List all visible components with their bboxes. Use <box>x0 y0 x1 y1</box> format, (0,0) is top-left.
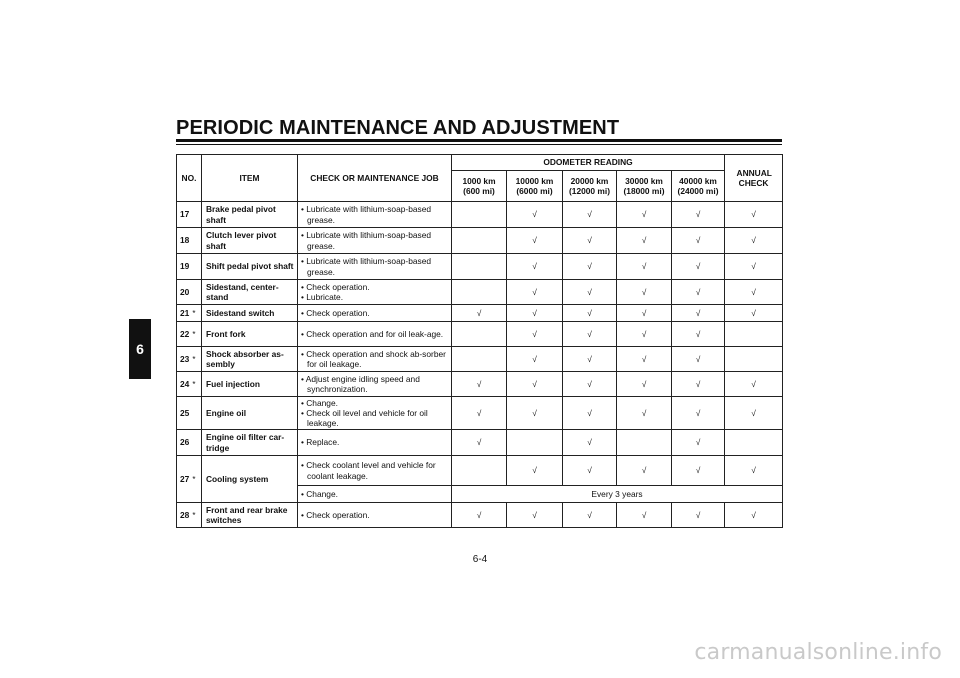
empty-cell <box>452 228 507 254</box>
check-mark: √ <box>452 430 507 456</box>
check-mark: √ <box>507 503 563 528</box>
empty-cell <box>452 322 507 347</box>
check-mark: √ <box>507 202 563 228</box>
interval-note: Every 3 years <box>452 486 783 503</box>
row-number: 23 * <box>177 347 202 372</box>
item-name: Sidestand, center-stand <box>202 280 298 305</box>
check-mark: √ <box>617 456 672 486</box>
check-mark: √ <box>725 305 783 322</box>
check-mark: √ <box>507 397 563 430</box>
maintenance-job: • Adjust engine idling speed and synchronization. <box>298 372 452 397</box>
empty-cell <box>452 280 507 305</box>
header-odometer: ODOMETER READING <box>452 155 725 171</box>
item-name: Engine oil filter car-tridge <box>202 430 298 456</box>
check-mark: √ <box>563 347 617 372</box>
empty-cell <box>507 430 563 456</box>
check-mark: √ <box>672 347 725 372</box>
check-mark: √ <box>672 397 725 430</box>
item-name: Cooling system <box>202 456 298 503</box>
check-mark: √ <box>563 503 617 528</box>
check-mark: √ <box>563 430 617 456</box>
asterisk-mark: * <box>192 354 196 364</box>
check-mark: √ <box>617 202 672 228</box>
maintenance-job: • Lubricate with lithium-soap-based grease. <box>298 202 452 228</box>
check-mark: √ <box>563 372 617 397</box>
asterisk-mark: * <box>192 474 196 484</box>
header-interval: 10000 km (6000 mi) <box>507 171 563 202</box>
table-row <box>177 456 783 486</box>
check-mark: √ <box>725 228 783 254</box>
row-number: 18 <box>177 228 202 254</box>
empty-cell <box>725 430 783 456</box>
check-mark: √ <box>563 456 617 486</box>
check-mark: √ <box>672 456 725 486</box>
header-interval: 1000 km (600 mi) <box>452 171 507 202</box>
check-mark: √ <box>452 372 507 397</box>
row-number: 24 * <box>177 372 202 397</box>
table-row <box>177 397 783 430</box>
maintenance-job: • Replace. <box>298 430 452 456</box>
maintenance-job: • Lubricate with lithium-soap-based grease. <box>298 254 452 280</box>
title-rule <box>176 139 782 142</box>
check-mark: √ <box>507 305 563 322</box>
check-mark: √ <box>563 397 617 430</box>
check-mark: √ <box>507 254 563 280</box>
check-mark: √ <box>507 280 563 305</box>
check-mark: √ <box>725 280 783 305</box>
row-number: 26 <box>177 430 202 456</box>
check-mark: √ <box>672 228 725 254</box>
maintenance-job: • Check operation. <box>298 503 452 528</box>
check-mark: √ <box>452 503 507 528</box>
check-mark: √ <box>672 280 725 305</box>
check-mark: √ <box>672 254 725 280</box>
item-name: Engine oil <box>202 397 298 430</box>
check-mark: √ <box>563 280 617 305</box>
header-interval: 30000 km (18000 mi) <box>617 171 672 202</box>
row-number: 22 * <box>177 322 202 347</box>
row-number: 25 <box>177 397 202 430</box>
empty-cell <box>452 456 507 486</box>
check-mark: √ <box>563 228 617 254</box>
empty-cell <box>725 347 783 372</box>
item-name: Clutch lever pivot shaft <box>202 228 298 254</box>
asterisk-mark: * <box>192 308 196 318</box>
item-name: Front and rear brake switches <box>202 503 298 528</box>
header-interval: 40000 km (24000 mi) <box>672 171 725 202</box>
empty-cell <box>452 347 507 372</box>
header-job: CHECK OR MAINTENANCE JOB <box>298 155 452 202</box>
check-mark: √ <box>672 322 725 347</box>
maintenance-table <box>176 154 783 528</box>
check-mark: √ <box>507 456 563 486</box>
maintenance-job: • Change. <box>298 486 452 503</box>
check-mark: √ <box>617 347 672 372</box>
check-mark: √ <box>507 228 563 254</box>
check-mark: √ <box>617 280 672 305</box>
check-mark: √ <box>725 202 783 228</box>
table-row <box>177 228 783 254</box>
maintenance-job: • Check operation and shock ab-sorber for oil leakage. <box>298 347 452 372</box>
row-number: 20 <box>177 280 202 305</box>
table-row <box>177 280 783 305</box>
header-annual: ANNUAL CHECK <box>725 155 783 202</box>
check-mark: √ <box>725 254 783 280</box>
check-mark: √ <box>563 254 617 280</box>
check-mark: √ <box>507 372 563 397</box>
empty-cell <box>452 254 507 280</box>
maintenance-job: • Check operation. <box>298 305 452 322</box>
check-mark: √ <box>452 305 507 322</box>
check-mark: √ <box>672 503 725 528</box>
table-row <box>177 202 783 228</box>
item-name: Shift pedal pivot shaft <box>202 254 298 280</box>
row-number: 27 * <box>177 456 202 503</box>
check-mark: √ <box>617 397 672 430</box>
asterisk-mark: * <box>192 379 196 389</box>
check-mark: √ <box>617 503 672 528</box>
header-no: NO. <box>177 155 202 202</box>
row-number: 28 * <box>177 503 202 528</box>
check-mark: √ <box>725 372 783 397</box>
check-mark: √ <box>617 372 672 397</box>
check-mark: √ <box>617 305 672 322</box>
check-mark: √ <box>617 322 672 347</box>
page-number: 6-4 <box>472 554 488 565</box>
table-row <box>177 305 783 322</box>
title-rule-thin <box>176 144 782 145</box>
watermark: carmanualsonline.info <box>694 640 942 665</box>
table-row <box>177 430 783 456</box>
item-name: Sidestand switch <box>202 305 298 322</box>
maintenance-job: • Change. • Check oil level and vehicle for oil leakage. <box>298 397 452 430</box>
empty-cell <box>617 430 672 456</box>
table-row <box>177 503 783 528</box>
check-mark: √ <box>672 430 725 456</box>
maintenance-job: • Check coolant level and vehicle for coolant leakage. <box>298 456 452 486</box>
table-row <box>177 347 783 372</box>
maintenance-job: • Lubricate with lithium-soap-based grease. <box>298 228 452 254</box>
check-mark: √ <box>725 456 783 486</box>
table-row <box>177 254 783 280</box>
item-name: Shock absorber as-sembly <box>202 347 298 372</box>
check-mark: √ <box>672 305 725 322</box>
header-interval: 20000 km (12000 mi) <box>563 171 617 202</box>
header-item: ITEM <box>202 155 298 202</box>
check-mark: √ <box>672 202 725 228</box>
table-row <box>177 372 783 397</box>
item-name: Brake pedal pivot shaft <box>202 202 298 228</box>
check-mark: √ <box>617 254 672 280</box>
empty-cell <box>725 322 783 347</box>
row-number: 17 <box>177 202 202 228</box>
asterisk-mark: * <box>192 510 196 520</box>
check-mark: √ <box>507 347 563 372</box>
check-mark: √ <box>563 202 617 228</box>
table-row <box>177 322 783 347</box>
check-mark: √ <box>507 322 563 347</box>
maintenance-job: • Check operation and for oil leak-age. <box>298 322 452 347</box>
page-title: PERIODIC MAINTENANCE AND ADJUSTMENT <box>176 117 620 139</box>
check-mark: √ <box>725 397 783 430</box>
asterisk-mark: * <box>192 329 196 339</box>
empty-cell <box>452 202 507 228</box>
check-mark: √ <box>563 322 617 347</box>
item-name: Front fork <box>202 322 298 347</box>
item-name: Fuel injection <box>202 372 298 397</box>
check-mark: √ <box>563 305 617 322</box>
check-mark: √ <box>452 397 507 430</box>
check-mark: √ <box>617 228 672 254</box>
check-mark: √ <box>672 372 725 397</box>
maintenance-job: • Check operation. • Lubricate. <box>298 280 452 305</box>
row-number: 21 * <box>177 305 202 322</box>
row-number: 19 <box>177 254 202 280</box>
check-mark: √ <box>725 503 783 528</box>
section-tab: 6 <box>129 319 151 379</box>
